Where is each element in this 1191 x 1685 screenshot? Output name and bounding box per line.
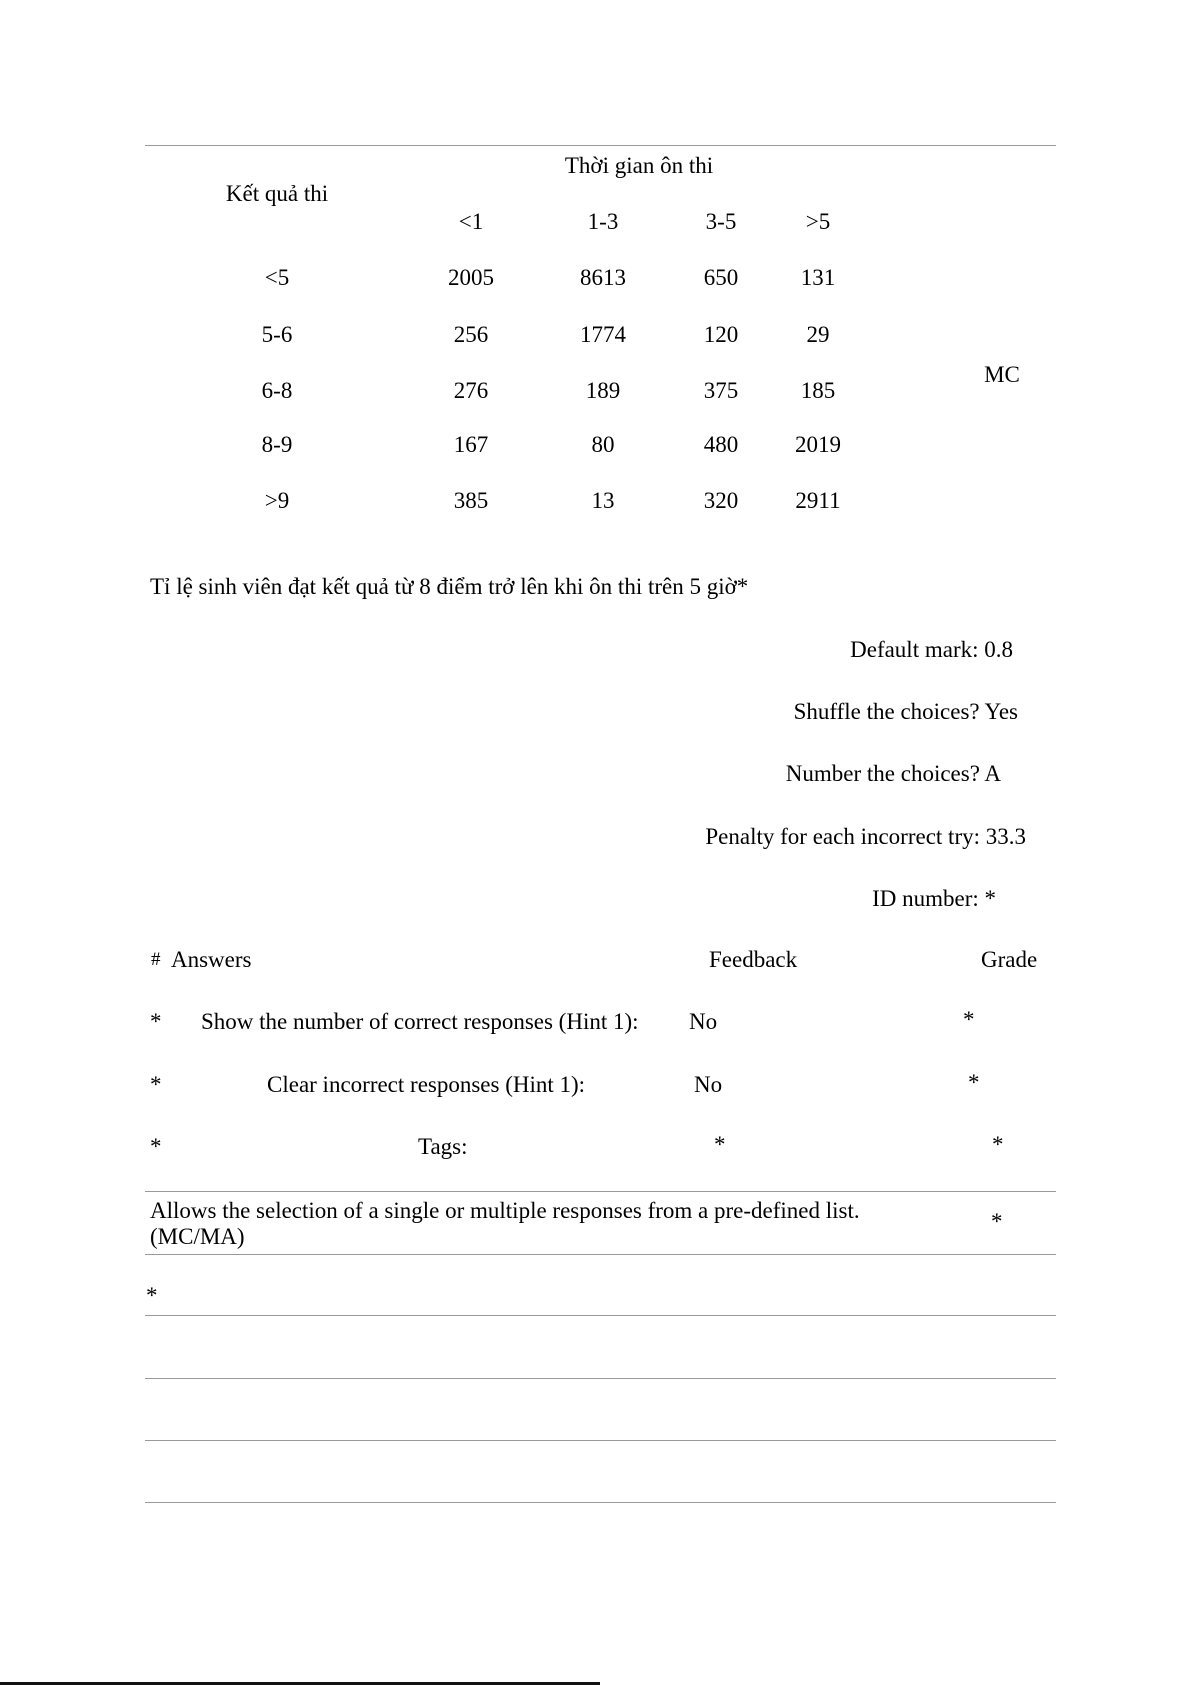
answers-header: Answers bbox=[171, 947, 252, 972]
table-cell: 1774 bbox=[580, 322, 626, 347]
default-mark: Default mark: 0.8 bbox=[850, 637, 1013, 662]
answer-feedback: * bbox=[714, 1132, 726, 1157]
answer-mark: * bbox=[150, 1072, 162, 1097]
answer-text: Tags: bbox=[418, 1134, 468, 1159]
table-top-rule bbox=[145, 145, 1056, 146]
answer-text: Show the number of correct responses (Hint 1): bbox=[201, 1009, 639, 1034]
grade-header: Grade bbox=[981, 947, 1038, 972]
column-header: 3-5 bbox=[705, 209, 737, 234]
divider bbox=[145, 1440, 1056, 1441]
row-label: 5-6 bbox=[261, 322, 293, 347]
answers-hash-header: # bbox=[151, 949, 161, 970]
table-cell: 2911 bbox=[795, 488, 841, 513]
table-cell: 167 bbox=[453, 432, 489, 457]
feedback-header: Feedback bbox=[709, 947, 798, 972]
penalty: Penalty for each incorrect try: 33.3 bbox=[705, 824, 1026, 849]
answer-grade: * bbox=[963, 1007, 975, 1032]
table-cell: 80 bbox=[591, 432, 615, 457]
answer-text: Clear incorrect responses (Hint 1): bbox=[267, 1072, 586, 1097]
table-cell: 29 bbox=[806, 322, 830, 347]
shuffle-choices: Shuffle the choices? Yes bbox=[793, 699, 1018, 724]
question-text: Tỉ lệ sinh viên đạt kết quả từ 8 điểm trở lên khi ôn thi trên 5 giờ* bbox=[150, 574, 749, 599]
row-label: >9 bbox=[264, 488, 290, 513]
table-cell: 256 bbox=[453, 322, 489, 347]
divider bbox=[145, 1315, 1056, 1316]
table-cell: 120 bbox=[703, 322, 739, 347]
row-header: Kết quả thi bbox=[225, 181, 329, 206]
divider bbox=[145, 1502, 1056, 1503]
answer-mark: * bbox=[150, 1134, 162, 1159]
table-cell: 8613 bbox=[580, 265, 626, 290]
table-cell: 375 bbox=[703, 378, 739, 403]
divider bbox=[145, 1378, 1056, 1379]
table-cell: 320 bbox=[703, 488, 739, 513]
column-header: 1-3 bbox=[587, 209, 619, 234]
table-cell: 276 bbox=[453, 378, 489, 403]
row-label: 6-8 bbox=[261, 378, 293, 403]
table-cell: 2019 bbox=[795, 432, 841, 457]
table-cell: 131 bbox=[800, 265, 836, 290]
footer-mark: * bbox=[146, 1283, 158, 1308]
description-line: (MC/MA) bbox=[150, 1224, 245, 1249]
row-label: 8-9 bbox=[261, 432, 293, 457]
column-header: <1 bbox=[458, 209, 484, 234]
column-header: >5 bbox=[805, 209, 831, 234]
answer-feedback: No bbox=[694, 1072, 723, 1097]
divider bbox=[145, 1254, 1056, 1255]
question-type-label: MC bbox=[984, 362, 1020, 387]
table-cell: 480 bbox=[703, 432, 739, 457]
description-line: Allows the selection of a single or multiple responses from a pre-defined list. bbox=[150, 1198, 860, 1223]
table-cell: 185 bbox=[800, 378, 836, 403]
table-cell: 13 bbox=[591, 488, 615, 513]
number-choices: Number the choices? A bbox=[785, 761, 1001, 786]
table-cell: 2005 bbox=[448, 265, 494, 290]
answer-grade: * bbox=[968, 1070, 980, 1095]
row-label: <5 bbox=[264, 265, 290, 290]
answer-grade: * bbox=[992, 1132, 1004, 1157]
answer-feedback: No bbox=[689, 1009, 718, 1034]
id-number: ID number: * bbox=[872, 886, 996, 911]
table-cell: 385 bbox=[453, 488, 489, 513]
description-mark: * bbox=[991, 1209, 1003, 1234]
column-group-header: Thời gian ôn thi bbox=[564, 153, 714, 178]
table-cell: 650 bbox=[703, 265, 739, 290]
divider bbox=[145, 1191, 1056, 1192]
table-cell: 189 bbox=[585, 378, 621, 403]
answer-mark: * bbox=[150, 1009, 162, 1034]
